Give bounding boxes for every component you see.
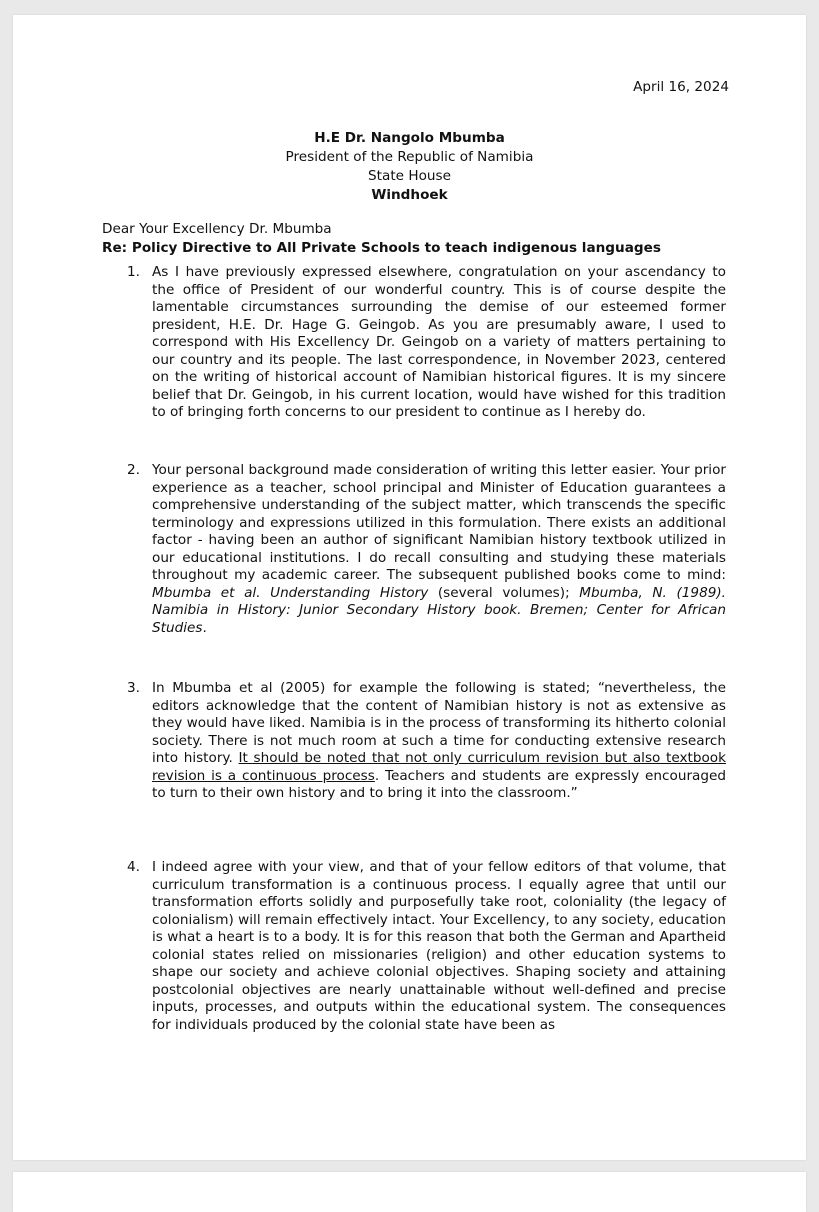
paragraph-2 bbox=[127, 462, 726, 637]
reference-title-1: Mbumba et al. Understanding History bbox=[152, 584, 429, 601]
paragraph-number: 2. bbox=[127, 462, 140, 478]
reference-suffix-1: (several volumes); bbox=[437, 584, 570, 601]
addressee-title: President of the Republic of Namibia bbox=[285, 149, 534, 165]
paragraph-text: As I have previously expressed elsewhere, congratulation on your ascendancy to the office of President of our wonderful country. This is of course despite the lamentable circumstances surrounding the demise of our esteemed former president, H.E. Dr. Hage G. Geingob. As you are presumably aware, I used to correspond with His Excellency Dr. Geingob on a variety of matters pertaining to our country and its people. The last correspondence, in November 2023, centered on the writing of historical account of Namibian historical figures. It is my sincere belief that Dr. Geingob, in his current location, would have wished for this tradition to of bringing forth concerns to our president to continue as I hereby do. bbox=[152, 264, 726, 420]
reference-title-2: Mbumba, N. (1989). Namibia in History: Junior Secondary History book. Bremen; Center for African Studies bbox=[152, 584, 726, 636]
paragraph-3 bbox=[127, 680, 726, 803]
addressee-city: Windhoek bbox=[371, 187, 448, 203]
paragraph-1 bbox=[127, 264, 726, 422]
letter-date: April 16, 2024 bbox=[633, 79, 729, 95]
addressee-name: H.E Dr. Nangolo Mbumba bbox=[314, 130, 505, 146]
paragraph-number: 4. bbox=[127, 859, 140, 875]
paragraph-text-end: . Teachers and students are expressly encouraged to turn to their own history and to bring it into the classroom.” bbox=[152, 767, 726, 801]
paragraph-number: 1. bbox=[127, 264, 140, 280]
subject-line: Re: Policy Directive to All Private Schools to teach indigenous languages bbox=[102, 240, 661, 256]
paragraph-text-block bbox=[152, 680, 726, 803]
addressee-office: State House bbox=[368, 168, 451, 184]
reference-suffix-2: . bbox=[202, 619, 207, 636]
paragraph-text-block bbox=[152, 462, 726, 637]
document-page bbox=[13, 15, 806, 1160]
paragraph-text: I indeed agree with your view, and that of your fellow editors of that volume, that curriculum transformation is a continuous process. I equally agree that until our transformation efforts solidly and purposefully take root, coloniality (the legacy of colonialism) will remain effectively intact. Your Excellency, to any society, education is what a heart is to a body. It is for this reason that both the German and Apartheid colonial states relied on missionaries (religion) and other education systems to shape our society and achieve colonial objectives. Shaping society and attaining postcolonial objectives are nearly unattainable without well-defined and precise inputs, processes, and outputs within the educational system. The consequences for individuals produced by the colonial state have been as bbox=[152, 859, 726, 1033]
paragraph-number: 3. bbox=[127, 680, 140, 696]
underlined-quote: It should be noted that not only curriculum revision but also textbook revision is a continuous process bbox=[152, 750, 726, 784]
paragraph-text: In Mbumba et al (2005) for example the following is stated; “nevertheless, the editors acknowledge that the content of Namibian history is not as extensive as they would have liked. Namibia is in the process of transforming its hitherto colonial society. There is not much room at such a time for conducting extensive research into history. bbox=[152, 680, 726, 766]
next-page-edge bbox=[13, 1172, 806, 1212]
addressee-block bbox=[13, 129, 806, 205]
paragraph-text: Your personal background made consideration of writing this letter easier. Your prior experience as a teacher, school principal and Minister of Education guarantees a comprehensive understanding of the subject matter, which transcends the specific terminology and expressions utilized in this formulation. There exists an additional factor - having been an author of significant Namibian history textbook utilized in our educational institutions. I do recall consulting and studying these materials throughout my academic career. The subsequent published books come to mind: bbox=[152, 462, 726, 583]
paragraph-4 bbox=[127, 859, 726, 1034]
salutation: Dear Your Excellency Dr. Mbumba bbox=[102, 221, 332, 237]
